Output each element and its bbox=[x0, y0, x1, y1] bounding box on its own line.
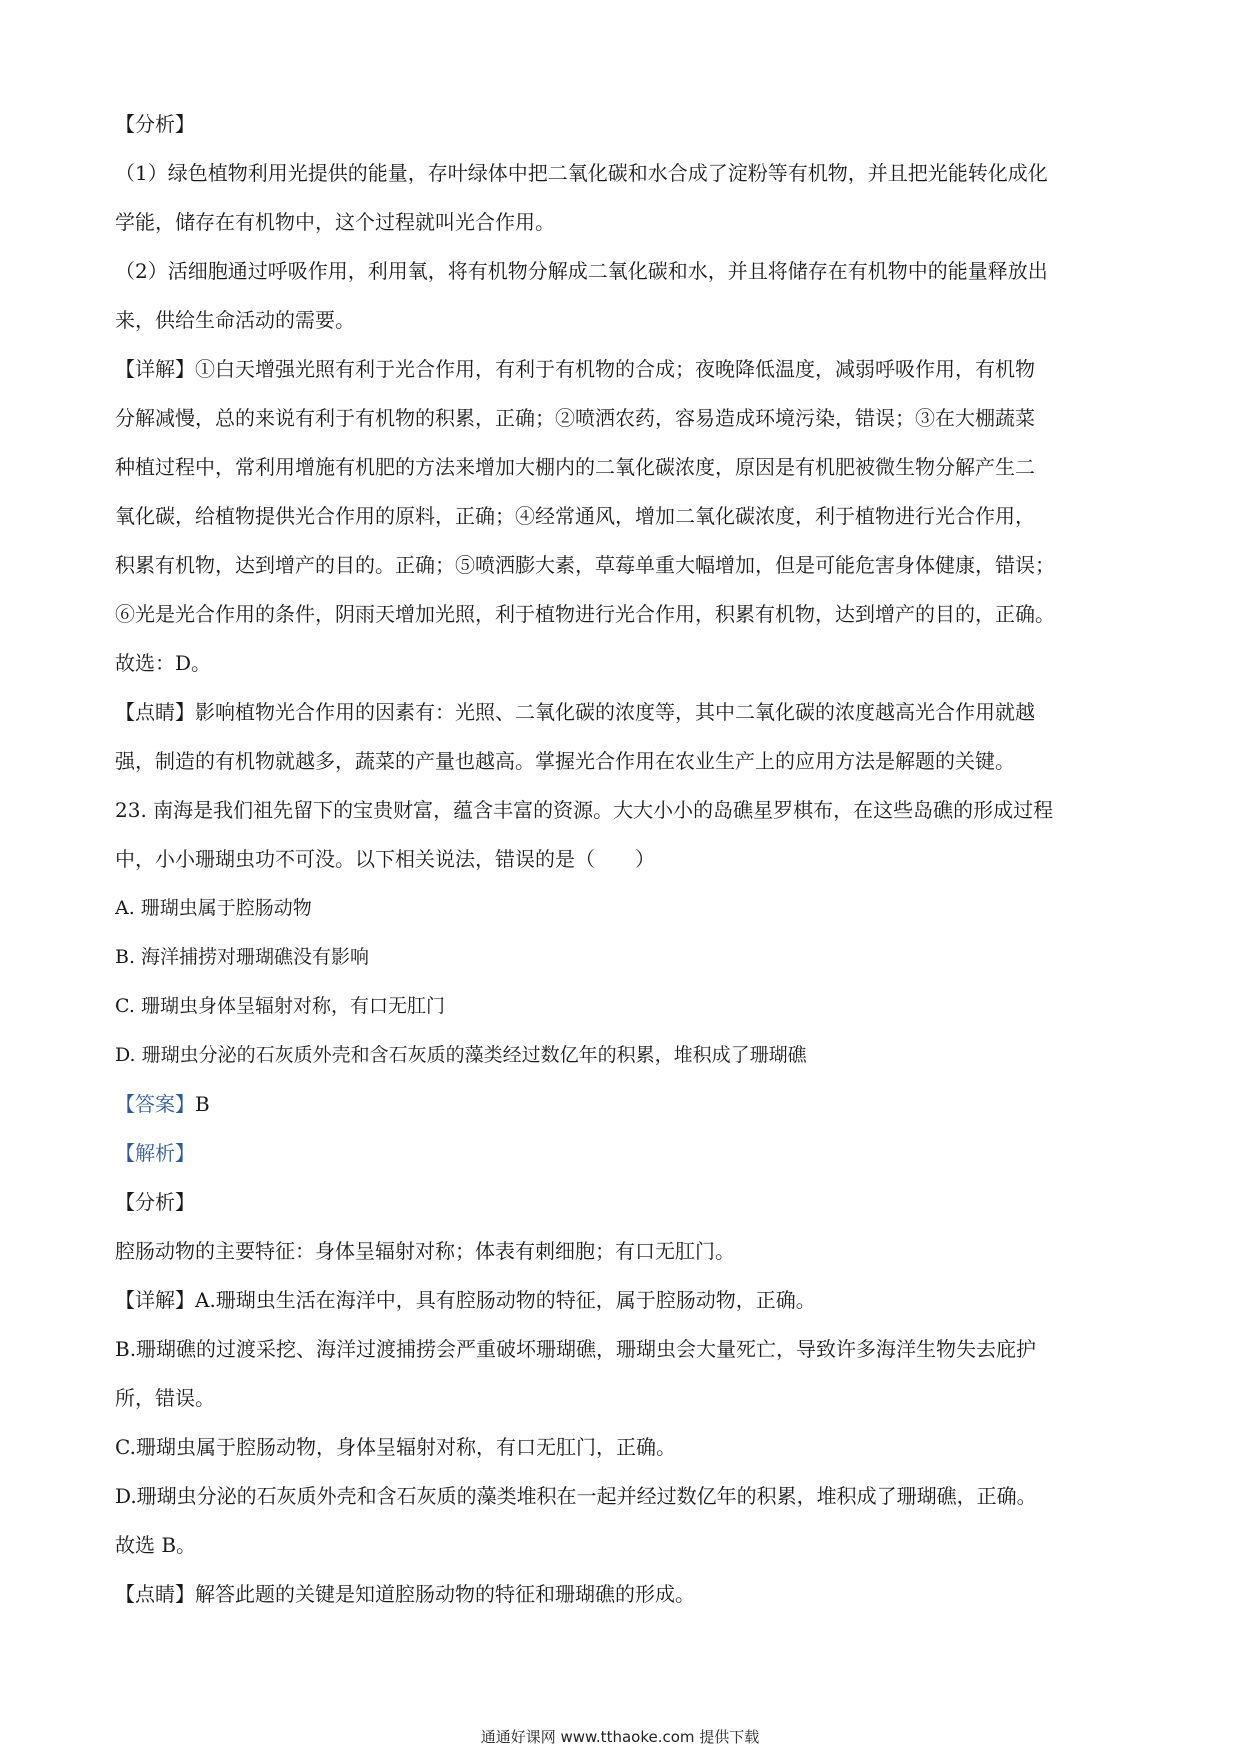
detail-line-7: 故选：D。 bbox=[115, 651, 212, 675]
detail-line-3: 种植过程中，常利用增施有机肥的方法来增加大棚内的二氧化碳浓度，原因是有机肥被微生物分解产生二 bbox=[115, 455, 1035, 479]
explanation-label: 【解析】 bbox=[115, 1141, 195, 1165]
page-footer: 通通好课网 www.tthaoke.com 提供下载 bbox=[480, 1728, 760, 1746]
question-23-stem-line-1: 23. 南海是我们祖先留下的宝贵财富，蕴含丰富的资源。大大小小的岛礁星罗棋布，在这些岛礁的形成过程 bbox=[115, 798, 1054, 822]
q23-detail-line-1: 【详解】A.珊瑚虫生活在海洋中，具有腔肠动物的特征，属于腔肠动物，正确。 bbox=[115, 1288, 816, 1312]
analysis-paragraph-1-line-1: （1）绿色植物利用光提供的能量，存叶绿体中把二氧化碳和水合成了淀粉等有机物，并且把光能转化成化 bbox=[115, 161, 1048, 185]
option-c: C. 珊瑚虫身体呈辐射对称，有口无肛门 bbox=[115, 995, 445, 1017]
q23-detail-line-4: C.珊瑚虫属于腔肠动物，身体呈辐射对称，有口无肛门，正确。 bbox=[115, 1435, 676, 1459]
question-23-stem-line-2: 中，小小珊瑚虫功不可没。以下相关说法，错误的是（ ） bbox=[115, 847, 655, 871]
answer-row bbox=[115, 1080, 1135, 1129]
detail-line-4: 氧化碳，给植物提供光合作用的原料，正确；④经常通风，增加二氧化碳浓度，利于植物进行光合作用， bbox=[115, 504, 1035, 528]
detail-line-2: 分解减慢，总的来说有利于有机物的积累，正确；②喷洒农药，容易造成环境污染，错误；③在大棚蔬菜 bbox=[115, 406, 1035, 430]
answer-label: 【答案】 bbox=[115, 1092, 195, 1116]
q23-analysis-heading: 【分析】 bbox=[115, 1190, 195, 1214]
option-a: A. 珊瑚虫属于腔肠动物 bbox=[115, 897, 312, 919]
option-b: B. 海洋捕捞对珊瑚礁没有影响 bbox=[115, 946, 370, 968]
q23-detail-line-3: 所，错误。 bbox=[115, 1386, 215, 1410]
q23-detail-line-5: D.珊瑚虫分泌的石灰质外壳和含石灰质的藻类堆积在一起并经过数亿年的积累，堆积成了珊瑚礁，正确。 bbox=[115, 1484, 1037, 1508]
document-page bbox=[115, 100, 1135, 1619]
answer-value: B bbox=[195, 1092, 210, 1116]
analysis-paragraph-2-line-1: （2）活细胞通过呼吸作用，利用氧，将有机物分解成二氧化碳和水，并且将储存在有机物中的能量释放出 bbox=[115, 259, 1048, 283]
analysis-heading: 【分析】 bbox=[115, 112, 195, 136]
detail-line-5: 积累有机物，达到增产的目的。正确；⑤喷洒膨大素，草莓单重大幅增加，但是可能危害身体健康，错误； bbox=[115, 553, 1055, 577]
q23-detail-line-2: B.珊瑚礁的过渡采挖、海洋过渡捕捞会严重破坏珊瑚礁，珊瑚虫会大量死亡，导致许多海洋生物失去庇护 bbox=[115, 1337, 1037, 1361]
q23-comment: 【点睛】解答此题的关键是知道腔肠动物的特征和珊瑚礁的形成。 bbox=[115, 1582, 695, 1606]
analysis-paragraph-1-line-2: 学能，储存在有机物中，这个过程就叫光合作用。 bbox=[115, 210, 555, 234]
q23-analysis-text: 腔肠动物的主要特征：身体呈辐射对称；体表有刺细胞；有口无肛门。 bbox=[115, 1239, 735, 1263]
option-d: D. 珊瑚虫分泌的石灰质外壳和含石灰质的藻类经过数亿年的积累，堆积成了珊瑚礁 bbox=[115, 1044, 807, 1066]
comment-line-1: 【点睛】影响植物光合作用的因素有：光照、二氧化碳的浓度等，其中二氧化碳的浓度越高光合作用就越 bbox=[115, 700, 1035, 724]
detail-line-1: 【详解】①白天增强光照有利于光合作用，有利于有机物的合成；夜晚降低温度，减弱呼吸作用，有机物 bbox=[115, 357, 1035, 381]
q23-detail-line-6: 故选 B。 bbox=[115, 1533, 197, 1557]
analysis-paragraph-2-line-2: 来，供给生命活动的需要。 bbox=[115, 308, 355, 332]
comment-line-2: 强，制造的有机物就越多，蔬菜的产量也越高。掌握光合作用在农业生产上的应用方法是解题的关键。 bbox=[115, 749, 1015, 773]
detail-line-6: ⑥光是光合作用的条件，阴雨天增加光照，利于植物进行光合作用，积累有机物，达到增产的目的，正确。 bbox=[115, 602, 1055, 626]
